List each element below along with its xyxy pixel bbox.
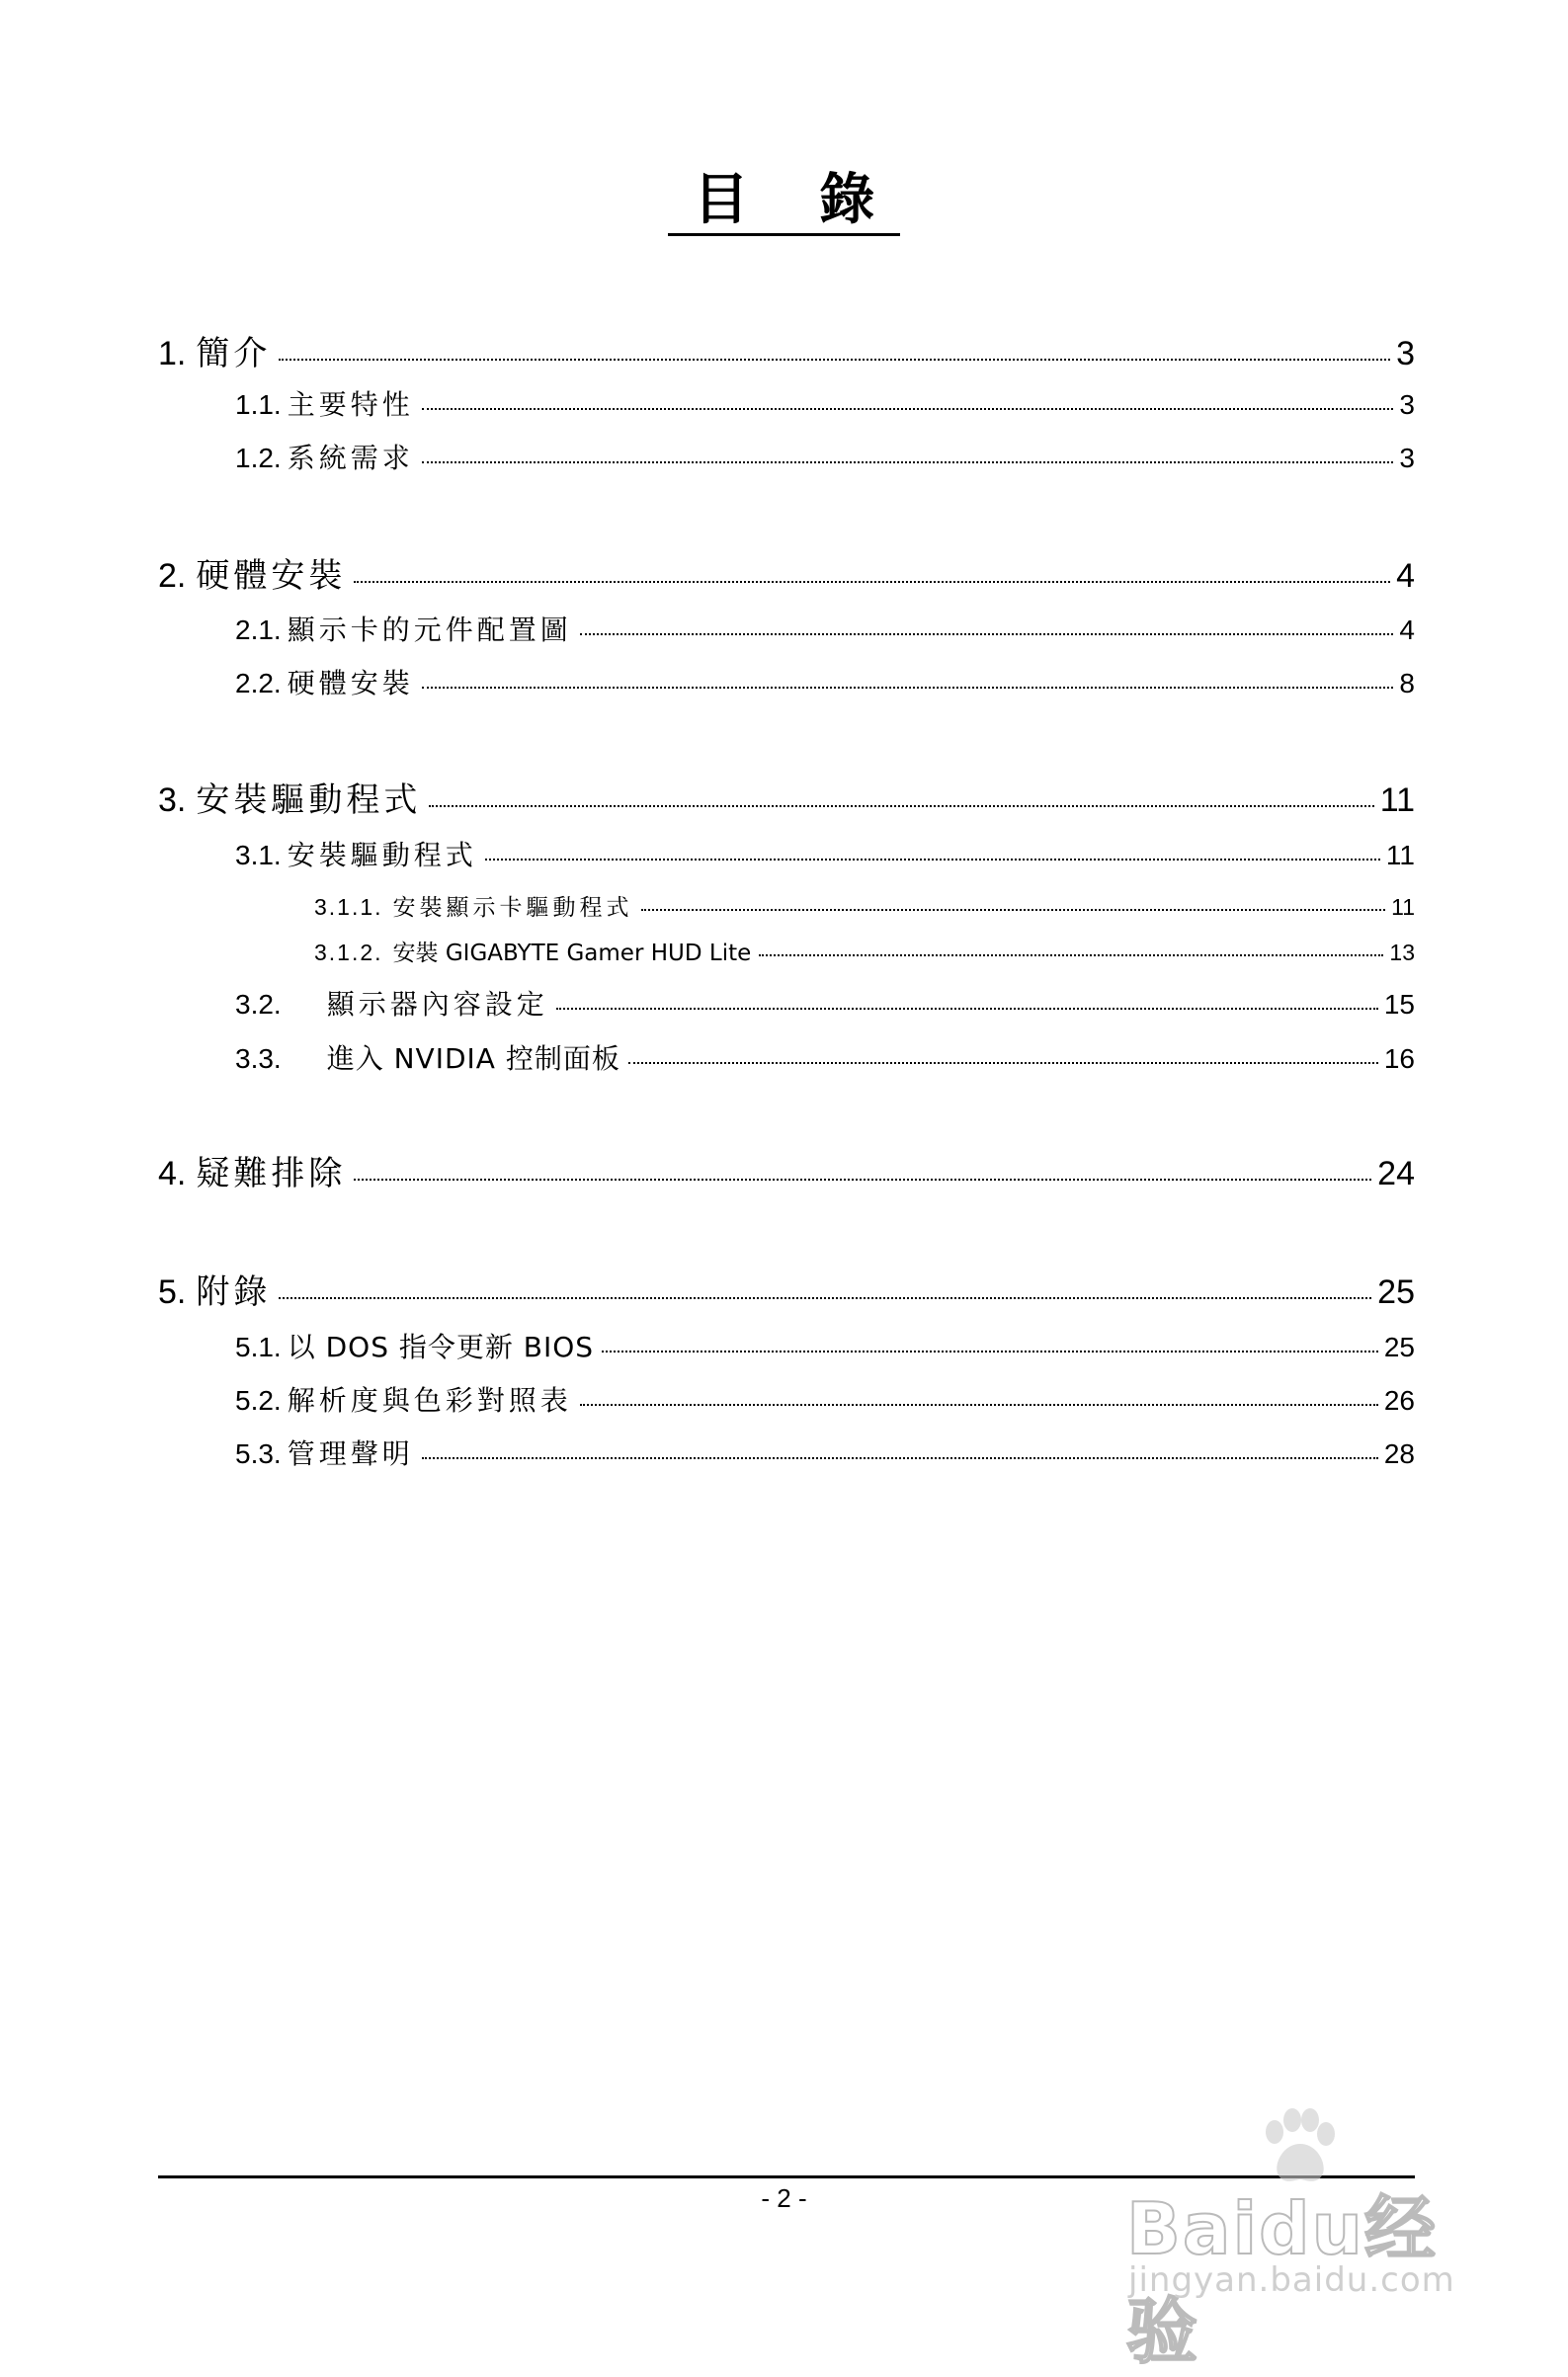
toc-number: 3.1. bbox=[235, 840, 282, 870]
toc-entry-1-1[interactable] bbox=[235, 383, 1415, 423]
toc-label: 以 DOS 指令更新 BIOS bbox=[287, 1331, 595, 1363]
toc-page: 8 bbox=[1399, 668, 1415, 698]
dot-leader bbox=[279, 325, 1390, 361]
toc-page: 24 bbox=[1377, 1155, 1415, 1192]
toc-page: 11 bbox=[1385, 840, 1415, 870]
toc-page: 4 bbox=[1396, 557, 1415, 595]
toc-page: 3 bbox=[1399, 443, 1415, 473]
dot-leader bbox=[422, 659, 1394, 689]
baidu-watermark bbox=[1126, 2104, 1462, 2373]
page-number: - 2 - bbox=[761, 2183, 807, 2213]
toc-page: 26 bbox=[1383, 1385, 1415, 1416]
toc-label: 安裝驅動程式 bbox=[287, 839, 477, 871]
toc-entry-5-1[interactable] bbox=[235, 1326, 1415, 1365]
toc-entry-1[interactable] bbox=[158, 326, 1415, 374]
toc-entry-5-3[interactable] bbox=[235, 1433, 1415, 1472]
toc-label: 進入 NVIDIA 控制面板 bbox=[326, 1042, 620, 1075]
toc-label: 系統需求 bbox=[287, 442, 414, 474]
toc-label: 安裝驅動程式 bbox=[196, 780, 422, 820]
toc-label: 硬體安裝 bbox=[287, 667, 414, 699]
toc-label: 解析度與色彩對照表 bbox=[287, 1384, 572, 1417]
toc-number: 5.1. bbox=[235, 1332, 282, 1362]
toc-entry-3[interactable] bbox=[158, 773, 1415, 821]
toc-entry-3-3[interactable] bbox=[235, 1037, 1415, 1077]
toc-entry-5-2[interactable] bbox=[235, 1379, 1415, 1419]
dot-leader bbox=[279, 1264, 1371, 1299]
toc-number: 5.3. bbox=[235, 1438, 282, 1469]
toc-number: 3. bbox=[158, 781, 187, 819]
toc-page: 4 bbox=[1399, 615, 1415, 645]
toc-label: 疑難排除 bbox=[196, 1154, 347, 1193]
toc-number: 1.2. bbox=[235, 443, 282, 473]
dot-leader bbox=[628, 1034, 1378, 1064]
toc-label: 簡介 bbox=[196, 334, 272, 373]
dot-leader bbox=[485, 831, 1380, 861]
toc-label: 硬體安裝 bbox=[196, 556, 347, 596]
dot-leader bbox=[354, 547, 1390, 583]
toc-page: 13 bbox=[1389, 940, 1415, 965]
dot-leader bbox=[422, 1430, 1378, 1459]
toc-entry-4[interactable] bbox=[158, 1146, 1415, 1194]
toc-entry-3-1[interactable] bbox=[235, 834, 1415, 873]
dot-leader bbox=[429, 772, 1373, 807]
dot-leader bbox=[580, 606, 1394, 635]
toc-number: 2.1. bbox=[235, 615, 282, 645]
toc-number: 2.2. bbox=[235, 668, 282, 698]
dot-leader bbox=[641, 886, 1386, 911]
dot-leader bbox=[556, 980, 1378, 1010]
toc-entry-3-2[interactable] bbox=[235, 983, 1415, 1023]
page-title-text: 目 錄 bbox=[668, 170, 901, 236]
toc-entry-2[interactable] bbox=[158, 548, 1415, 597]
toc-number: 3.1.2. bbox=[314, 940, 383, 965]
toc-entry-3-1-2[interactable] bbox=[314, 935, 1415, 967]
toc-entry-3-1-1[interactable] bbox=[314, 889, 1415, 922]
toc-entry-1-2[interactable] bbox=[235, 437, 1415, 476]
toc-page: 25 bbox=[1377, 1273, 1415, 1311]
toc-number: 5. bbox=[158, 1273, 187, 1311]
toc-page: 28 bbox=[1383, 1438, 1415, 1469]
toc-number: 5.2. bbox=[235, 1385, 282, 1416]
toc-label: 安裝顯示卡驅動程式 bbox=[392, 895, 633, 921]
toc-number: 1. bbox=[158, 335, 187, 372]
toc-page: 16 bbox=[1383, 1043, 1415, 1074]
toc-label: 安裝 GIGABYTE Gamer HUD Lite bbox=[392, 941, 752, 966]
toc-entry-5[interactable] bbox=[158, 1265, 1415, 1313]
dot-leader bbox=[580, 1376, 1378, 1406]
watermark-brand: Baidu经验 bbox=[1126, 2187, 1438, 2373]
dot-leader bbox=[422, 434, 1394, 463]
dot-leader bbox=[422, 380, 1394, 410]
watermark-url: jingyan.baidu.com bbox=[1128, 2260, 1455, 2300]
dot-leader bbox=[759, 932, 1383, 956]
dot-leader bbox=[602, 1323, 1378, 1352]
toc-page: 3 bbox=[1399, 389, 1415, 420]
toc-number: 2. bbox=[158, 557, 187, 595]
toc-label: 管理聲明 bbox=[287, 1437, 414, 1470]
toc-entry-2-2[interactable] bbox=[235, 662, 1415, 701]
toc-page: 11 bbox=[1379, 781, 1415, 819]
toc-entry-2-1[interactable] bbox=[235, 609, 1415, 648]
toc-page: 25 bbox=[1383, 1332, 1415, 1362]
toc-label: 顯示器內容設定 bbox=[326, 988, 548, 1021]
toc-number: 1.1. bbox=[235, 389, 282, 420]
toc-label: 附錄 bbox=[196, 1272, 272, 1312]
toc-label: 顯示卡的元件配置圖 bbox=[287, 614, 572, 646]
toc-number: 3.2. bbox=[235, 989, 282, 1020]
toc-page: 11 bbox=[1391, 894, 1415, 920]
toc-number: 4. bbox=[158, 1155, 187, 1192]
toc-page: 3 bbox=[1396, 335, 1415, 372]
toc-page: 15 bbox=[1383, 989, 1415, 1020]
dot-leader bbox=[354, 1145, 1371, 1181]
toc-label: 主要特性 bbox=[287, 388, 414, 421]
toc-number: 3.1.1. bbox=[314, 894, 383, 920]
toc-number: 3.3. bbox=[235, 1043, 282, 1074]
